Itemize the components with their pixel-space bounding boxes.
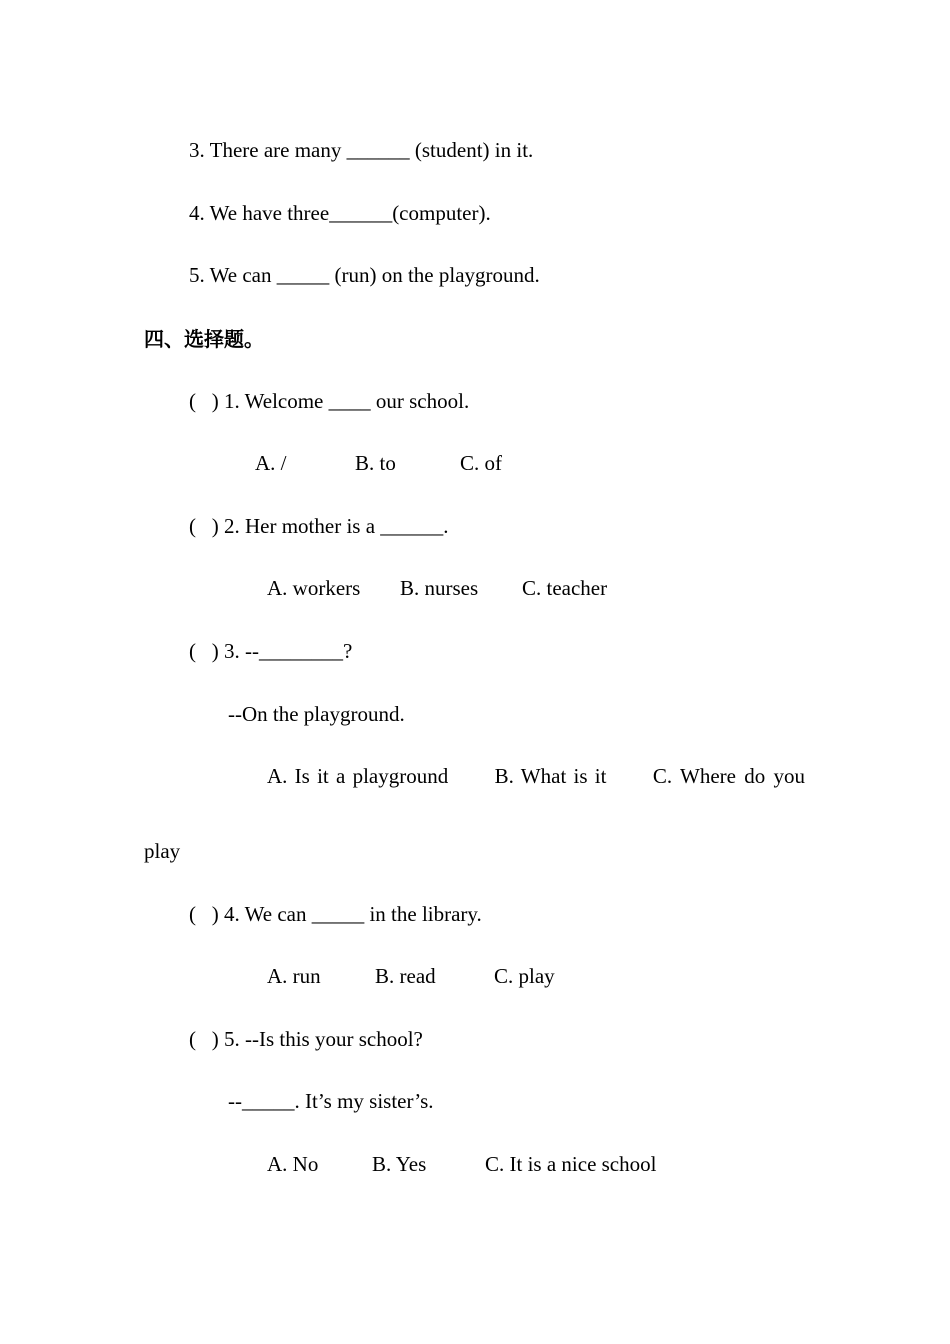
fill-blank-item-3: 3. There are many ______ (student) in it. [189, 138, 534, 162]
question-3-stem: ( ) 3. --________? [189, 639, 353, 663]
question-5-option-c: C. It is a nice school [485, 1152, 657, 1176]
question-5-reply: --_____. It’s my sister’s. [228, 1089, 434, 1113]
question-3-option-c: C. Where do you [652, 764, 805, 788]
question-1-option-c: C. of [460, 451, 502, 475]
fill-blank-item-4: 4. We have three______(computer). [189, 201, 491, 225]
question-2-option-a: A. workers [267, 576, 361, 600]
question-2-stem: ( ) 2. Her mother is a ______. [189, 514, 449, 538]
question-2-option-c: C. teacher [522, 576, 608, 600]
question-4-option-a: A. run [267, 964, 321, 988]
question-5-stem: ( ) 5. --Is this your school? [189, 1027, 423, 1051]
question-5-option-a: A. No [267, 1152, 319, 1176]
question-4-option-c: C. play [494, 964, 555, 988]
question-5-option-b: B. Yes [372, 1152, 427, 1176]
question-3-option-b: B. What is it [494, 764, 607, 788]
question-1-option-a: A. / [255, 451, 287, 475]
section-heading: 四、选择题。 [144, 327, 264, 351]
question-1-stem: ( ) 1. Welcome ____ our school. [189, 389, 470, 413]
question-2-option-b: B. nurses [400, 576, 479, 600]
question-3-option-a: A. Is it a playground [267, 764, 449, 788]
fill-blank-item-5: 5. We can _____ (run) on the playground. [189, 263, 540, 287]
question-1-option-b: B. to [355, 451, 396, 475]
question-3-option-c-continuation: play [144, 839, 181, 863]
question-3-options-row [267, 766, 805, 787]
question-3-reply: --On the playground. [228, 702, 405, 726]
question-4-option-b: B. read [375, 964, 436, 988]
question-4-stem: ( ) 4. We can _____ in the library. [189, 902, 482, 926]
